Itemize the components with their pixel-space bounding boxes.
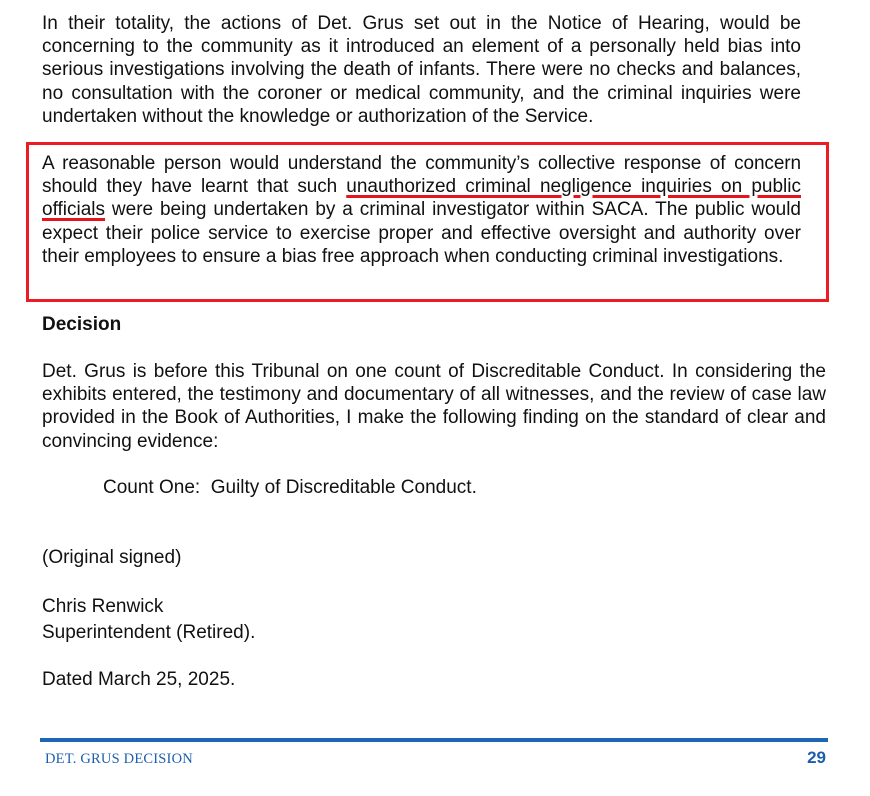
dated-line: Dated March 25, 2025. bbox=[42, 669, 236, 690]
page-number: 29 bbox=[807, 748, 826, 767]
red-underlined-phrase: unauthorized criminal negligence inquiries on public officials bbox=[42, 176, 801, 221]
highlighted-text-after: were being undertaken by a criminal investigator within SACA. The public would expect their police service to exercise proper and effective oversight and authority over their employees to ensure a bias free approach when conducting criminal investigations. bbox=[42, 199, 801, 267]
highlighted-paragraph bbox=[42, 152, 801, 268]
original-signed-note: (Original signed) bbox=[42, 547, 182, 568]
footer-document-title: DET. GRUS DECISION bbox=[45, 751, 193, 767]
decision-heading: Decision bbox=[42, 314, 122, 335]
paragraph-actions-summary: In their totality, the actions of Det. Grus set out in the Notice of Hearing, would be concerning to the community as it introduced an element of a personally held bias into serious investigations involving the death of infants. There were no checks and balances, no consultation with the coroner or medical community, and the criminal inquiries were undertaken without the knowledge or authorization of the Service. bbox=[42, 13, 801, 127]
count-one-finding: Count One: Guilty of Discreditable Conduct. bbox=[103, 477, 477, 498]
signer-title: Superintendent (Retired). bbox=[42, 622, 256, 643]
paragraph-decision: Det. Grus is before this Tribunal on one count of Discreditable Conduct. In considering the exhibits entered, the testimony and documentary of all witnesses, and the review of case law provided in the Book of Authorities, I make the following finding on the standard of clear and convincing evidence: bbox=[42, 361, 826, 452]
footer-divider bbox=[40, 738, 828, 742]
highlighted-text-before: A reasonable person would understand the community’s collective response of concern should they have learnt that such bbox=[42, 153, 801, 198]
signer-name: Chris Renwick bbox=[42, 596, 164, 617]
